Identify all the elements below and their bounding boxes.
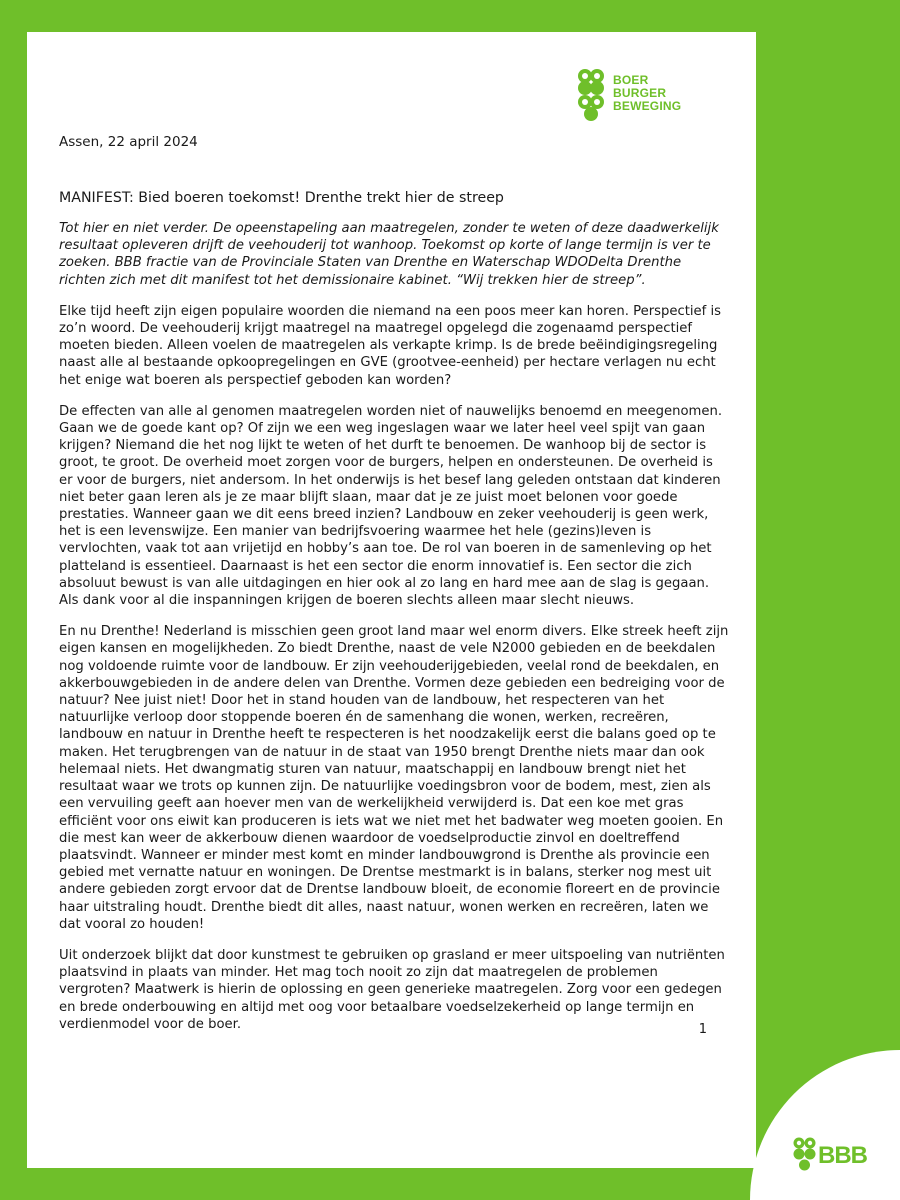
document-body: [59, 220, 729, 1047]
page-number: 1: [698, 1022, 707, 1037]
body-paragraph-3: En nu Drenthe! Nederland is misschien geen groot land maar wel enorm divers. Elke streek heeft zijn eigen kansen en mogelijkheden. Zo biedt Drenthe, naast de vele N2000 gebieden en de beekdalen nog voldoende ruimte voor de landbouw. Er zijn veehouderijgebieden, veelal rond de beekdalen, en akkerbouwgebieden in de andere delen van Drenthe. Vormen deze gebieden een bedreiging voor de natuur? Nee juist niet! Door het in stand houden van de landbouw, het respecteren van het natuurlijke verloop door stoppende boeren én de samenhang die wonen, werken, recreëren, landbouw en natuur in Drenthe heeft te respecteren is het noodzakelijk eerst die balans goed op te maken. Het terugbrengen van de natuur in de staat van 1950 brengt Drenthe niets maar dan ook helemaal niets. Het dwangmatig sturen van natuur, maatschappij en landbouw brengt niet het resultaat waar we trots op kunnen zijn. De natuurlijke voedingsbron voor de bodem, mest, zien als een vervuiling geeft aan hoever men van de werkelijkheid verwijderd is. Dat een koe met gras efficiënt voor ons eiwit kan produceren is iets wat we niet met het badwater weg moeten gooien. En die mest kan weer de akkerbouw dienen waardoor de voedselproductie zinvol en doeltreffend plaatsvindt. Wanneer er minder mest komt en minder landbouwgrond is Drenthe als provincie een gebied met vernatte natuur en woningen. De Drentse mestmarkt is in balans, sterker nog mest uit andere gebieden zorgt ervoor dat de Drentse landbouw bloeit, de economie floreert en de provincie haar uitstraling houdt. Drenthe biedt dit alles, naast natuur, wonen werken en recreëren, laten we dat vooral zo houden!: [59, 624, 729, 932]
logo-line-2: BURGER: [613, 86, 667, 100]
bbb-logo: [575, 60, 705, 142]
logo-line-1: BOER: [613, 73, 649, 87]
body-paragraph-4: Uit onderzoek blijkt dat door kunstmest te gebruiken op grasland er meer uitspoeling van nutriënten plaatsvind in plaats van minder. Het mag toch nooit zo zijn dat maatregelen de problemen vergroten? Maatwerk is hierin de oplossing en geen generieke maatregelen. Zorg voor een gedegen en brede onderbouwing en altijd met oog voor betaalbare voedselzekerheid op lange termijn en verdienmodel voor de boer.: [59, 947, 725, 1032]
corner-badge: [750, 1050, 900, 1200]
document-page: [27, 32, 756, 1168]
clover-icon: [575, 66, 615, 128]
bbb-corner-text: BBB: [818, 1142, 867, 1169]
body-paragraph-2: De effecten van alle al genomen maatregelen worden niet of nauwelijks benoemd en meegenomen. Gaan we de goede kant op? Of zijn we een weg ingeslagen waar we later heel veel spijt van gaan krijgen? Niemand die het nog lijkt te weten of het durft te benoemen. De wanhoop bij de sector is groot, te groot. De overheid moet zorgen voor de burgers, helpen en ondersteunen. De overheid is er voor de burgers, niet andersom. In het onderwijs is het besef lang geleden ontstaan dat kinderen niet beter gaan leren als je ze maar blijft slaan, maar dat je ze juist moet belonen voor goede prestaties. Wanneer gaan we dit eens breed inzien? Landbouw en zeker veehouderij is geen werk, het is een levenswijze. Een manier van bedrijfsvoering waarmee het hele (gezins)leven is vervlochten, vaak tot aan vrijetijd en hobby’s aan toe. De rol van boeren in de samenleving op het platteland is essentieel. Daarnaast is het een sector die enorm innovatief is. Een sector die zich absoluut bewust is van alle uitdagingen en hier ook al zo lang en hard mee aan de slag is gegaan. Als dank voor al die inspanningen krijgen de boeren slechts alleen maar slecht nieuws.: [59, 403, 723, 609]
intro-paragraph: Tot hier en niet verder. De opeenstapeling aan maatregelen, zonder te weten of deze daadwerkelijk resultaat opleveren drijft de veehouderij tot wanhoop. Toekomst op korte of lange termijn is ver te zoeken. BBB fractie van de Provinciale Staten van Drenthe en Waterschap WDODelta Drenthe richten zich met dit manifest tot het demissionaire kabinet. “Wij trekken hier de streep”.: [59, 221, 719, 288]
document-date: Assen, 22 april 2024: [59, 134, 198, 150]
document-title: MANIFEST: Bied boeren toekomst! Drenthe trekt hier de streep: [59, 190, 504, 206]
body-paragraph-1: Elke tijd heeft zijn eigen populaire woorden die niemand na een poos meer kan horen. Perspectief is zo’n woord. De veehouderij krijgt maatregel na maatregel opgelegd die zogenaamd perspectief moeten bieden. Alleen voelen de maatregelen als verkapte krimp. Is de brede beëindigingsregeling naast alle al bestaande opkoopregelingen en GVE (grootvee-eenheid) per hectare verlagen nu echt het enige wat boeren als perspectief geboden kan worden?: [59, 303, 722, 388]
logo-wordmark: [613, 74, 681, 113]
logo-line-3: BEWEGING: [613, 99, 682, 113]
bbb-corner-logo: [792, 1128, 886, 1182]
clover-icon: [792, 1136, 818, 1176]
